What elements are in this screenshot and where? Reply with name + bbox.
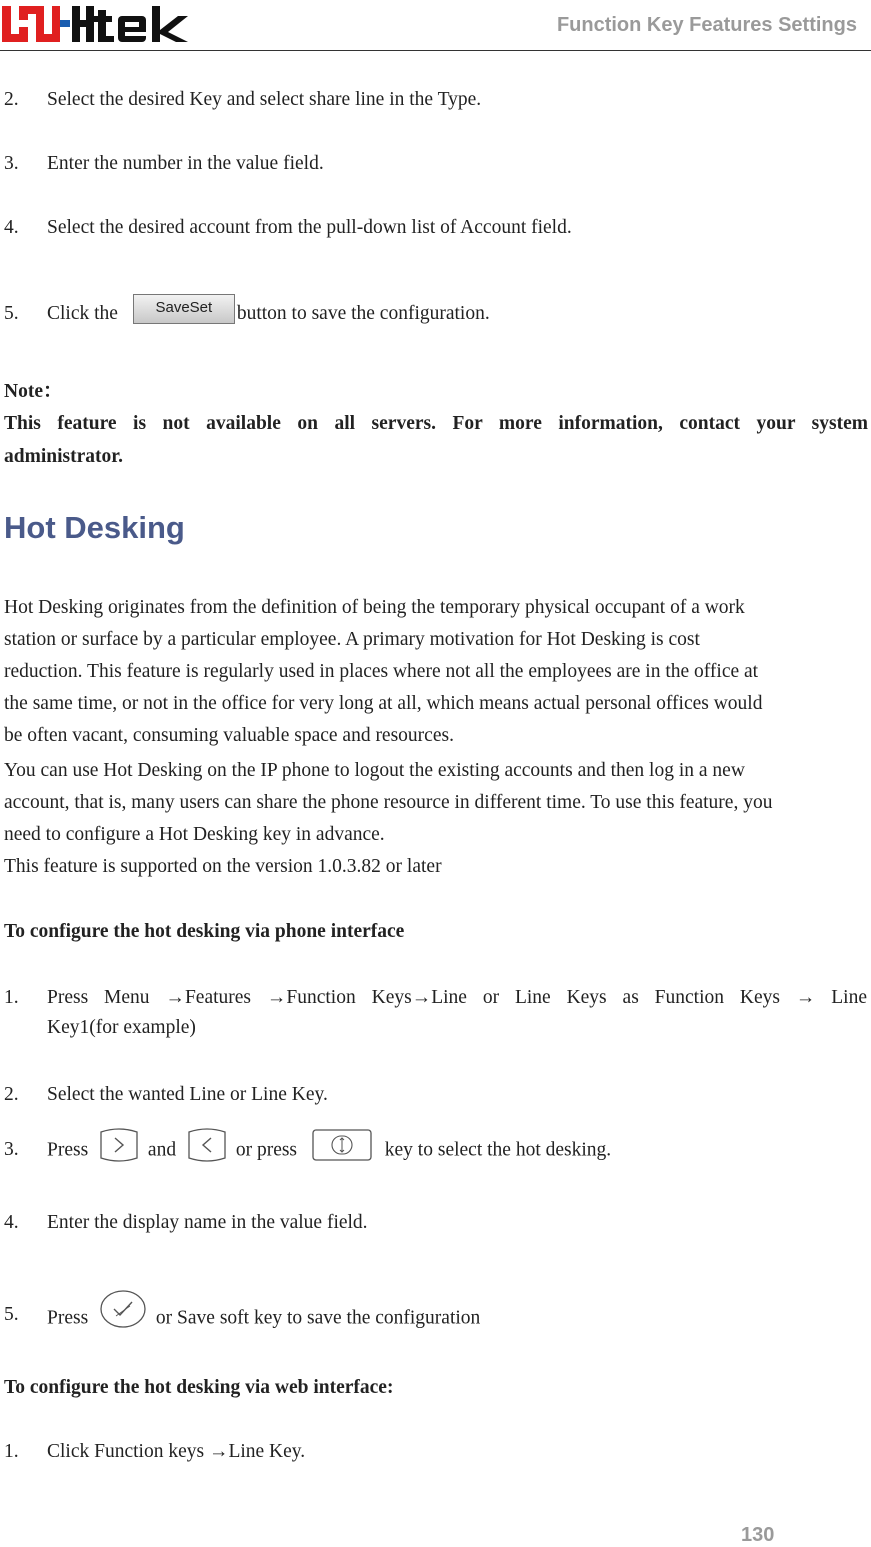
paragraph-line: Hot Desking originates from the definition of being the temporary physical occupant of a work bbox=[4, 597, 745, 618]
paragraph-line: need to configure a Hot Desking key in advance. bbox=[4, 824, 385, 845]
step-text-mid: or press bbox=[235, 1139, 298, 1161]
step-text: Click Function keys →Line Key. bbox=[47, 1441, 306, 1462]
step-text-post: button to save the configuration. bbox=[236, 303, 490, 324]
paragraph-line: the same time, or not in the office for very long at all, which means actual personal offices would bbox=[4, 693, 763, 714]
step-number: 5. bbox=[4, 1304, 19, 1325]
saveset-button-image: SaveSet bbox=[133, 294, 235, 324]
left-arrow-key-icon bbox=[187, 1128, 227, 1162]
step-number: 4. bbox=[4, 1212, 19, 1233]
htek-logo bbox=[2, 4, 192, 44]
step-text: Enter the display name in the value field. bbox=[47, 1212, 368, 1233]
note-line: administrator. bbox=[4, 446, 123, 467]
step-number: 2. bbox=[4, 89, 19, 110]
step-number: 5. bbox=[4, 303, 19, 324]
step-text-post: or Save soft key to save the configuration bbox=[155, 1307, 481, 1329]
step-text: Enter the number in the value field. bbox=[47, 153, 324, 174]
step-number: 1. bbox=[4, 1441, 19, 1462]
step-number: 3. bbox=[4, 1139, 19, 1160]
step-text: Select the wanted Line or Line Key. bbox=[47, 1084, 328, 1105]
note-line: This feature is not available on all servers. For more information, contact your system bbox=[4, 413, 868, 434]
paragraph-line: reduction. This feature is regularly used in places where not all the employees are in the office at bbox=[4, 661, 759, 682]
note-label: Note： bbox=[4, 381, 63, 402]
page-number: 130 bbox=[741, 1524, 775, 1546]
page-header bbox=[0, 0, 871, 51]
step-text-mid: and bbox=[147, 1139, 177, 1161]
step-text-pre: Press bbox=[47, 1139, 89, 1161]
step-text bbox=[47, 298, 490, 330]
right-arrow-key-icon bbox=[99, 1128, 139, 1162]
paragraph-line: account, that is, many users can share the phone resource in different time. To use this feature, you bbox=[4, 792, 773, 813]
subheading-web: To configure the hot desking via web interface: bbox=[4, 1377, 394, 1398]
navigation-key-icon bbox=[312, 1128, 372, 1162]
step-text-pre: Click the bbox=[47, 303, 118, 324]
ok-key-icon bbox=[99, 1289, 147, 1329]
step-number: 2. bbox=[4, 1084, 19, 1105]
paragraph-line: be often vacant, consuming valuable space and resources. bbox=[4, 725, 454, 746]
step-text: Select the desired account from the pull-down list of Account field. bbox=[47, 217, 572, 238]
step-text: Press Menu →Features →Function Keys→Line or Line Keys as Function Keys → Line bbox=[47, 987, 867, 1008]
section-title: Hot Desking bbox=[4, 510, 185, 545]
step-text-continued: Key1(for example) bbox=[47, 1017, 196, 1038]
step-text-post: key to select the hot desking. bbox=[384, 1139, 612, 1161]
paragraph-line: station or surface by a particular employee. A primary motivation for Hot Desking is cost bbox=[4, 629, 700, 650]
step-number: 1. bbox=[4, 987, 19, 1008]
step-number: 4. bbox=[4, 217, 19, 238]
step-text bbox=[47, 1299, 480, 1339]
paragraph-line: This feature is supported on the version 1.0.3.82 or later bbox=[4, 856, 442, 877]
step-number: 3. bbox=[4, 153, 19, 174]
subheading-phone: To configure the hot desking via phone interface bbox=[4, 921, 405, 942]
step-text: Select the desired Key and select share line in the Type. bbox=[47, 89, 482, 110]
paragraph-line: You can use Hot Desking on the IP phone to logout the existing accounts and then log in a new bbox=[4, 760, 745, 781]
step-text-pre: Press bbox=[47, 1307, 89, 1329]
header-title: Function Key Features Settings bbox=[556, 14, 857, 36]
step-text bbox=[47, 1134, 611, 1168]
